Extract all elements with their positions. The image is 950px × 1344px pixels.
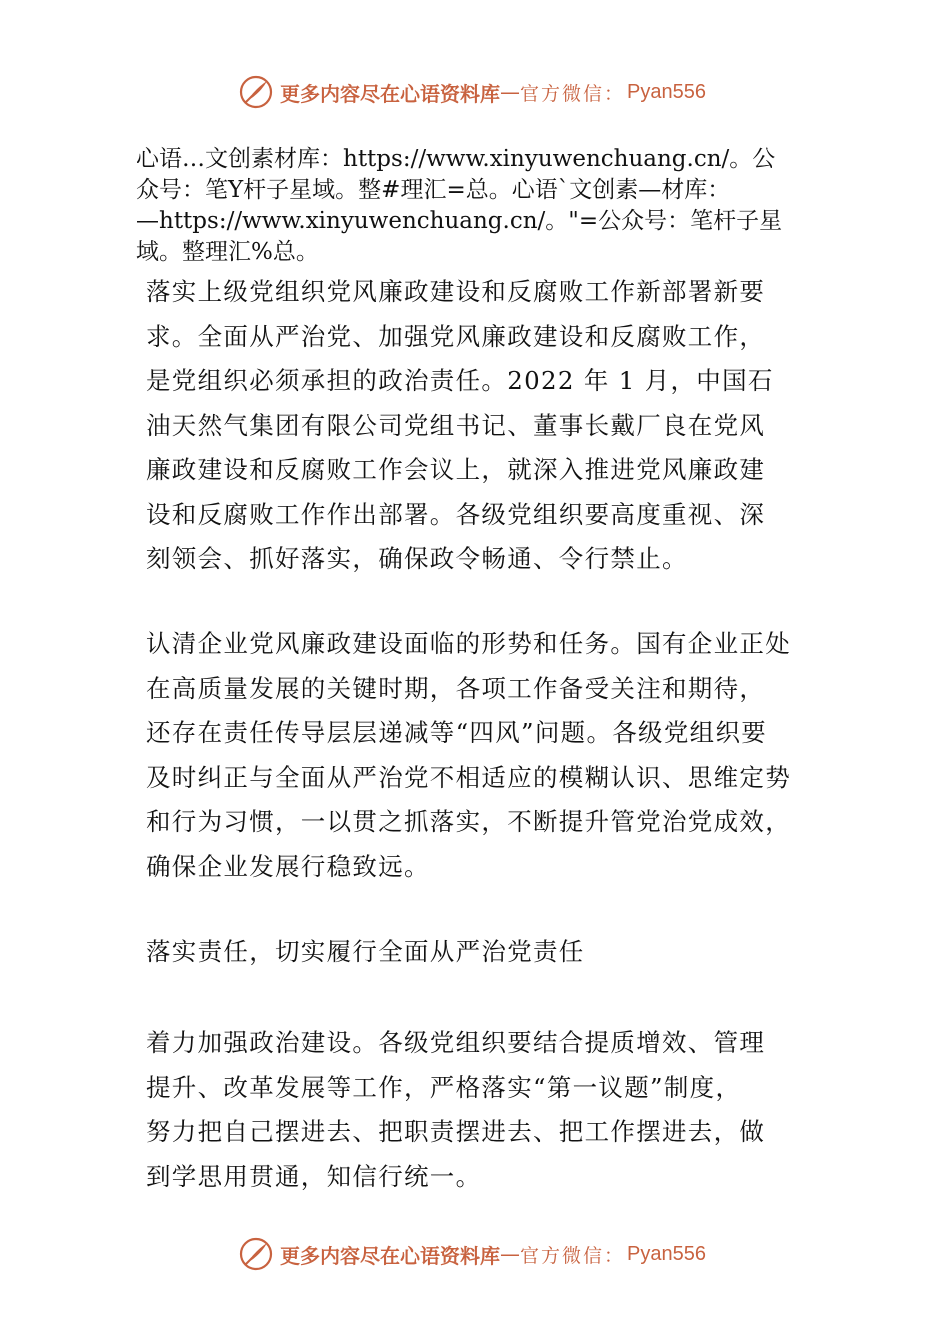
text-line: 油天然气集团有限公司党组书记、董事长戴⼚良在党风: [146, 410, 766, 440]
text-line: 及时纠正与全面从严治党不相适应的模糊认识、思维定势: [146, 762, 791, 792]
text-line: 提升、改革发展等工作，严格落实“第一议题”制度，: [146, 1072, 742, 1102]
text-line: 落实上级党组织党风廉政建设和反腐败工作新部署新要: [146, 277, 766, 306]
footer-banner: [238, 1234, 706, 1274]
paragraph-implement-requirements: [146, 270, 846, 582]
banner-main-text: 更多内容尽在心语资料库: [280, 81, 500, 106]
banner-official-label: 官方微信：: [520, 82, 626, 105]
text-line: 刻领会、抓好落实，确保政令畅通、令行禁止。: [146, 544, 688, 573]
source-note: [136, 144, 848, 268]
paragraph-situation-tasks: [146, 622, 846, 889]
text-line: 确保企业发展行稳致远。: [146, 851, 430, 881]
source-line: 域。整理汇%总。: [136, 239, 319, 265]
text-line: 设和反腐败工作作出部署。各级党组织要高度重视、深: [146, 499, 766, 529]
text-line: 着力加强政治建设。各级党组织要结合提质增效、管理: [146, 1028, 766, 1057]
banner-wechat-id: Pyan556: [627, 1242, 706, 1265]
source-line: —https://www.xinyuwenchuang.cn/。"=公众号：笔杆子星: [136, 208, 783, 234]
text-line: 廉政建设和反腐败工作会议上，就深入推进党风廉政建: [146, 455, 766, 484]
header-banner: [238, 72, 706, 112]
quill-logo-icon: [238, 1236, 274, 1272]
text-line: 努力把自己摆进去、把职责摆进去、把工作摆进去，做: [146, 1117, 766, 1146]
banner-wechat-id: Pyan556: [627, 80, 706, 103]
text-line: 是党组织必须承担的政治责任。2022 年 1 月，中国石: [146, 366, 774, 395]
section-heading: [146, 930, 846, 975]
source-line: 众号：笔Y杆子星域。整#理汇=总。心语`文创素—材库：: [136, 177, 731, 203]
text-line: 还存在责任传导层层递减等“四风”问题。各级党组织要: [146, 718, 768, 747]
text-line: 和行为习惯，一以贯之抓落实，不断提升管党治党成效，: [146, 807, 791, 836]
banner-separator: —: [500, 80, 520, 104]
banner-separator: —: [500, 1242, 520, 1266]
text-line: 在高质量发展的关键时期，各项工作备受关注和期待，: [146, 673, 766, 703]
text-line: 求。全面从严治党、加强党风廉政建设和反腐败工作，: [146, 321, 766, 351]
source-line: 心语…文创素材库：https://www.xinyuwenchuang.cn/。公: [136, 146, 776, 172]
quill-logo-icon: [238, 74, 274, 110]
text-line: 落实责任，切实履行全面从严治党责任: [146, 937, 585, 966]
text-line: 认清企业党风廉政建设面临的形势和任务。国有企业正处: [146, 629, 791, 658]
paragraph-political-building: [146, 1021, 846, 1199]
text-line: 到学思用贯通，知信行统一。: [146, 1161, 482, 1191]
banner-official-label: 官方微信：: [520, 1244, 626, 1267]
banner-main-text: 更多内容尽在心语资料库: [280, 1243, 500, 1268]
